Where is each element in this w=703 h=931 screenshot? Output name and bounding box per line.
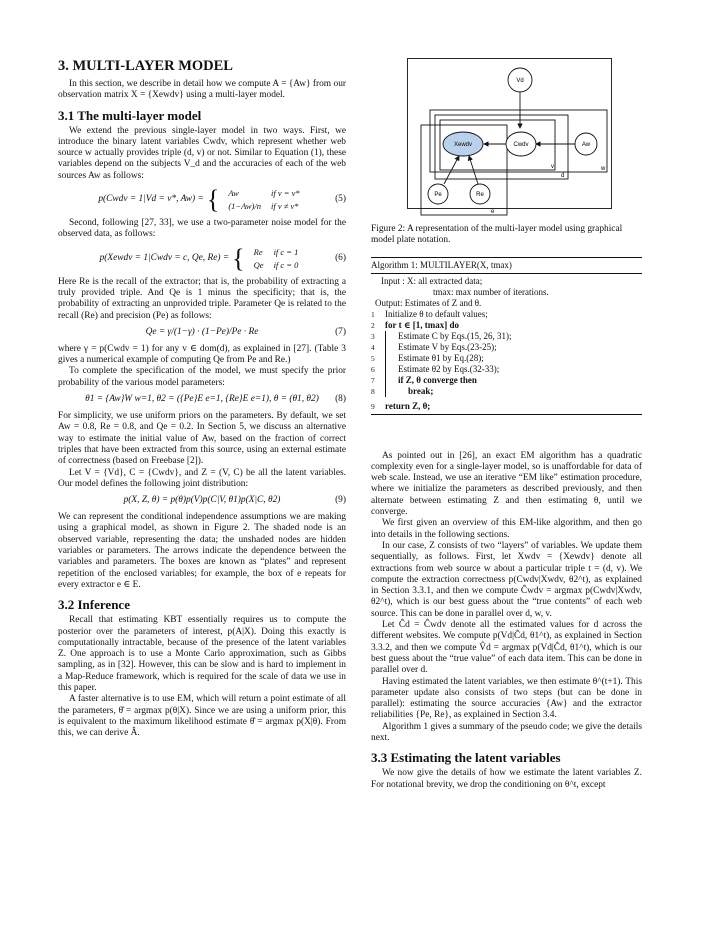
equation-number: (5) xyxy=(335,194,346,205)
algorithm-line: 4 Estimate V by Eqs.(23-25); xyxy=(371,341,497,352)
equation-number: (8) xyxy=(335,394,346,405)
section-3-3-heading: 3.3 Estimating the latent variables xyxy=(371,750,561,766)
paragraph: A faster alternative is to use EM, which will return a point estimate of all the parameters, θ̂ = argmax p(θ|X). Since we are using a uniform prior, this is equivalent to the maximum likelihood estimate θ̂ = argmax p(X|θ). From this, we can derive Â. xyxy=(58,694,346,739)
svg-text:Aw: Aw xyxy=(581,142,591,148)
equation-7: Qe = γ/(1−γ) · (1−Pe)/Pe · Re (7) xyxy=(145,327,346,338)
paragraph: To complete the specification of the model, we must specify the prior probability of the various model parameters: xyxy=(58,366,346,388)
svg-text:Xewdv: Xewdv xyxy=(453,142,473,148)
equation-9: p(X, Z, θ) = p(θ)p(V)p(C|V, θ1)p(X|C, θ2) (9) xyxy=(123,495,346,506)
algorithm-line: 8 break; xyxy=(371,385,434,396)
paragraph: Having estimated the latent variables, we then estimate θ^(t+1). This parameter update also consists of two steps (but can be done in parallel): estimating the source accuracies {Aw} and the extractor reliabilities {Pe, Re}, as explained in Section 3.4. xyxy=(371,676,642,721)
algorithm-line: 5 Estimate θ1 by Eq.(28); xyxy=(371,352,484,363)
svg-text:Re: Re xyxy=(476,192,484,198)
right-column xyxy=(371,58,642,791)
algorithm-1 xyxy=(371,257,642,415)
equation-number: (9) xyxy=(335,495,346,506)
paragraph: Recall that estimating KBT essentially requires us to compute the posterior over the parameters of interest, p(A|X). Doing this exactly is computationally intractable, because of the presence of the latent variables Z. One approach is to use a Monte Carlo approximation, such as Gibbs sampling, as in [32]. However, this can be slow and is hard to implement in a Map-Reduce framework, which is required for the scale of data we use in this paper. xyxy=(58,615,346,693)
svg-text:Vd: Vd xyxy=(516,78,524,84)
algorithm-line: 2 for t ∈ [1, tmax] do xyxy=(371,319,459,330)
paragraph: Let V = {Vd}, C = {Cwdv}, and Z = (V, C) be all the latent variables. Our model defines the following joint distribution: xyxy=(58,467,346,489)
algorithm-line: 6 Estimate θ2 by Eqs.(32-33); xyxy=(371,363,500,374)
paragraph: where γ = p(Cwdv = 1) for any v ∈ dom(d), as explained in [27]. (Table 3 gives a numerical example of computing Qe from Pe and Re.) xyxy=(58,343,346,366)
paragraph: We extend the previous single-layer model in two ways. First, we introduce the binary latent variables Cwdv, which represent whether web source w actually provides triple (d, v) or not. Similar to Equation (1), these variables depend on the subjects V_d and the accuracies of each of the web sources Aw as follows: xyxy=(58,125,346,181)
plate-d-label: d xyxy=(561,173,565,179)
paragraph: We can represent the conditional independence assumptions we are making using a graphical model, as shown in Figure 2. The shaded node is an observed variable, representing the data; the unshaded nodes are hidden variables or parameters. The arrows indicate the dependence between the variables and parameters. The boxes are known as “plates” and represent repetition of the enclosed variables; for example, the box of e repeats for every extractor e ∈ E. xyxy=(58,512,346,590)
equation-8: θ1 = {Aw}W w=1, θ2 = ({Pe}E e=1, {Re}E e=1), θ = (θ1, θ2) (8) xyxy=(85,394,346,405)
svg-text:Cwdv: Cwdv xyxy=(513,142,529,148)
section-3-intro: In this section, we describe in detail how we compute A = {Aw} from our observation matrix X = {Xewdv} using a multi-layer model. xyxy=(58,79,346,101)
paragraph: Here Re is the recall of the extractor; that is, the probability of extracting a truly provided triple. And Qe is 1 minus the specificity; that is, the probability of extracting an unprovided triple. Parameter Qe is related to the recall (Re) and precision (Pe) as follows: xyxy=(58,276,346,321)
algorithm-line: 7 if Z, θ converge then xyxy=(371,374,477,385)
paragraph: We first given an overview of this EM-like algorithm, and then go into details in the following sections. xyxy=(371,518,642,540)
paragraph: We now give the details of how we estimate the latent variables Z. For notational brevity, we drop the conditioning on θ^t, except xyxy=(371,768,642,790)
section-3-2-heading: 3.2 Inference xyxy=(58,597,130,613)
left-column xyxy=(58,58,346,739)
algorithm-input-2: tmax: max number of iterations. xyxy=(433,286,549,297)
svg-text:Pe: Pe xyxy=(434,192,442,198)
equation-number: (7) xyxy=(335,327,346,338)
algorithm-output: Output: Estimates of Z and θ. xyxy=(375,297,482,308)
figure-2-caption: Figure 2: A representation of the multi-layer model using graphical model plate notation. xyxy=(371,224,623,246)
plate-v-label: v xyxy=(551,164,554,170)
paragraph: For simplicity, we use uniform priors on the parameters. By default, we set Aw = 0.8, Re = 0.8, and Qe = 0.2. In Section 5, we discuss an alternative way to estimate the initial value of Aw, based on the fraction of correct triples that have been extracted from this source, using an external estimate of correctness (based on Freebase [2]). xyxy=(58,411,346,467)
algorithm-input: Input : X: all extracted data; xyxy=(381,275,483,286)
algorithm-line: 9 return Z, θ; xyxy=(371,400,431,411)
plate-w-label: w xyxy=(601,166,606,172)
paragraph: As pointed out in [26], an exact EM algorithm has a quadratic complexity even for a single-layer model, so is unaffordable for data of web scale. Instead, we use an iterative “EM like” estimation procedure, where we initialize the parameters as described previously, and then alternate between estimating Z and then estimating θ, until we converge. xyxy=(371,450,642,518)
equation-5: p(Cwdv = 1|Vd = v*, Aw) = { Aw if v = v* (1−Aw)/n if v ≠ v* (5) xyxy=(98,185,346,215)
paragraph: In our case, Z consists of two “layers” of variables. We update them sequentially, as follows. First, let Xwdv = {Xewdv} denote all extractions from web source w about a particular triple t = (d, v). We compute the extraction correctness p(Cwdv|Xwdv, θ2^t), as explained in Section 3.3.1, and then we compute Ĉwdv = argmax p(Cwdv|Xwdv, θ2^t), which is our best guess about the “true contents” of each web source. This can be done in parallel over d, w, v. xyxy=(371,540,642,619)
section-3-heading: 3. MULTI-LAYER MODEL xyxy=(58,58,233,74)
algorithm-title: Algorithm 1: MULTILAYER(X, tmax) xyxy=(371,258,642,274)
paragraph: Let Ĉd = Ĉwdv denote all the estimated values for d across the different websites. We compute p(Vd|Ĉd, θ1^t), as explained in Section 3.3.2, and then we compute V̂d = argmax p(Vd|Ĉd, θ1^t), which is our best guess about the “true value” of each data item. This can be done in parallel over d. xyxy=(371,620,642,676)
algorithm-line: 1 Initialize θ to default values; xyxy=(371,308,488,319)
equation-number: (6) xyxy=(335,253,346,264)
section-3-1-heading: 3.1 The multi-layer model xyxy=(58,107,202,123)
equation-6: p(Xewdv = 1|Cwdv = c, Qe, Re) = { Re if c = 1 Qe if c = 0 (6) xyxy=(99,243,346,273)
paragraph: Algorithm 1 gives a summary of the pseudo code; we give the details next. xyxy=(371,721,642,744)
paragraph: Second, following [27, 33], we use a two-parameter noise model for the observed data, as follows: xyxy=(58,218,346,240)
plate-e-label: e xyxy=(491,209,495,215)
algorithm-line: 3 Estimate C by Eqs.(15, 26, 31); xyxy=(371,330,512,341)
